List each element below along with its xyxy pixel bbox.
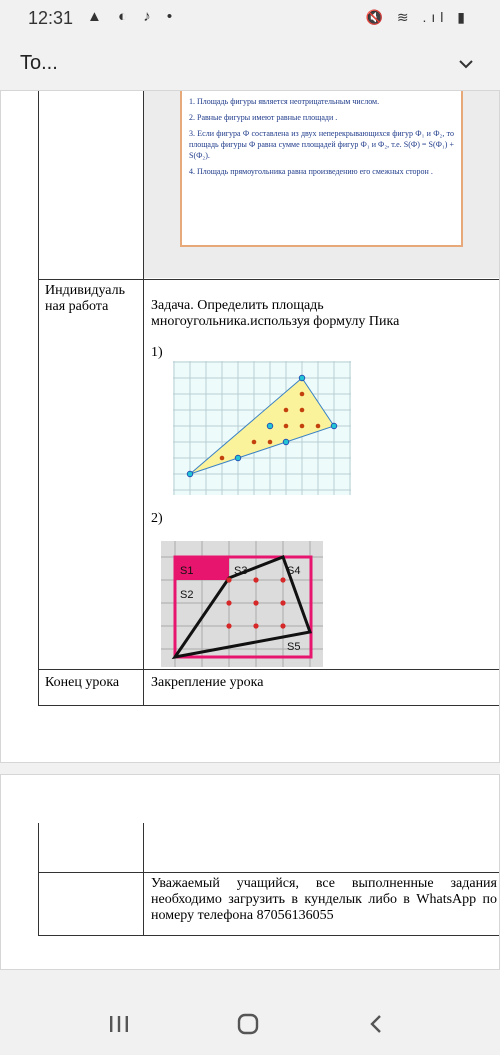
property-2: 2. Равные фигуры имеют равные площади . — [189, 113, 338, 122]
table2-border-bottom — [38, 935, 500, 936]
table-border-mid — [143, 91, 144, 705]
properties-list — [180, 91, 463, 247]
back-icon[interactable] — [362, 1013, 392, 1035]
chevron-down-icon[interactable] — [456, 54, 476, 74]
table-border-left — [38, 91, 39, 705]
figure-2-quadrilateral-grid — [161, 541, 323, 667]
end-of-lesson-content: Закрепление урока — [151, 675, 264, 690]
message-text: Уважаемый учащийся, все выполненные задания необходимо загрузить в кунделык либо в WhatsApp по номеру телефона 87056136055 — [151, 876, 497, 923]
table2-row-divider — [38, 872, 500, 873]
label-s2: S2 — [180, 589, 194, 601]
row-divider-2 — [38, 669, 500, 670]
app-bar — [0, 38, 500, 90]
document-page-2 — [0, 774, 500, 970]
table2-border-mid — [143, 823, 144, 935]
status-time: 12:31 — [28, 8, 74, 28]
home-icon[interactable] — [233, 1013, 263, 1035]
row-divider-1 — [38, 279, 500, 280]
task-text: Задача. Определить площадь многоугольника.используя формулу Пика — [151, 298, 400, 329]
property-3: 3. Если фигура Ф составлена из двух неперекрывающихся фигур Ф₁ и Ф₂, то площадь фигуры Ф равна сумме площадей фигур Ф₁ и Ф₂, т.е. S(Ф) = S(Ф₁) + S(Ф₂). — [189, 129, 454, 160]
item-2-label: 2) — [151, 511, 163, 526]
figure-1-triangle-grid — [173, 361, 351, 495]
label-s1: S1 — [180, 565, 194, 577]
status-bar — [0, 0, 500, 38]
table-border-bottom — [38, 705, 500, 706]
system-icons: 🔇 ≋ .ıl ▮ — [365, 9, 470, 25]
item-1-label: 1) — [151, 345, 163, 360]
property-4: 4. Площадь прямоугольника равна произведению его смежных сторон . — [189, 167, 433, 176]
label-s4: S4 — [287, 565, 301, 577]
label-s3: S3 — [234, 565, 248, 577]
navigation-bar — [0, 975, 500, 1055]
label-s5: S5 — [287, 641, 301, 653]
properties-image — [143, 91, 500, 278]
table2-border-left — [38, 823, 39, 935]
recent-apps-icon[interactable] — [104, 1013, 134, 1035]
document-page — [0, 90, 500, 763]
label-end-of-lesson: Конец урока — [45, 675, 120, 690]
property-1: 1. Площадь фигуры является неотрицательным числом. — [189, 97, 380, 106]
label-individual-work: Индивидуаль ная работа — [45, 283, 125, 314]
document-title[interactable]: To... — [20, 52, 58, 74]
notification-icons: ▲ ◐ ♪ • — [87, 8, 179, 25]
